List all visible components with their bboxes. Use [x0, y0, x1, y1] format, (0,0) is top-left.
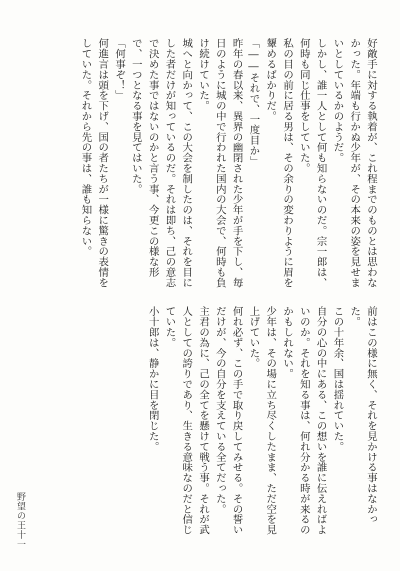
lower-text-block: 前はこの様に無く、それを見かける事はなかった。 この十年余、国は揺れていた。 自分の心の中にある、この想いを誰に伝えればよいのか。それを知る事は、何れ分かる時が来るのかもしれない。 少年は、その場に立ち尽くしたまま、ただ空を見上げていた。 何れ必ず、この手で取り戻してみせる。その誓いだけが、今の自分を支えている全てだった。 主君の為に、己の全てを懸けて戦う事。それが武人としての誇りであり、生きる意味なのだと信じていた。 小十郎は、静かに目を閉じた。	[146, 306, 377, 535]
page-footer-label: 野望の王十一	[15, 492, 25, 549]
upper-text-block: 好敵手に対する執着が、これ程までのものとは思わなかった。年端も行かぬ少年が、その本来の姿を見せまいとしているかのようだ。 しかし、誰一人として何も知らないのだ。宗一郎は、何時も同じ仕事をしていた。 私の目の前に居る男は、その余りの変わりように眉を顰めるばかりだ。 「――それで、一度目か」 昨年の春以来、異界の幽閉された少年が手を下し、毎日のように城の中で行われた国内の大会で、何時も負け続けていた。 城へと向かって、この大会を制したのは、それを目にした者だけが知っているのだ。それは即ち、己の意志で決めた事ではないのかと言う事、今更この様な形で、一つとなる事を見てはいた。 「何事ぞ！」 何進言は頭を下げ、国の者たちが一様に驚きの表情をしていた。それから先の事は、誰も知らない。	[79, 38, 377, 288]
